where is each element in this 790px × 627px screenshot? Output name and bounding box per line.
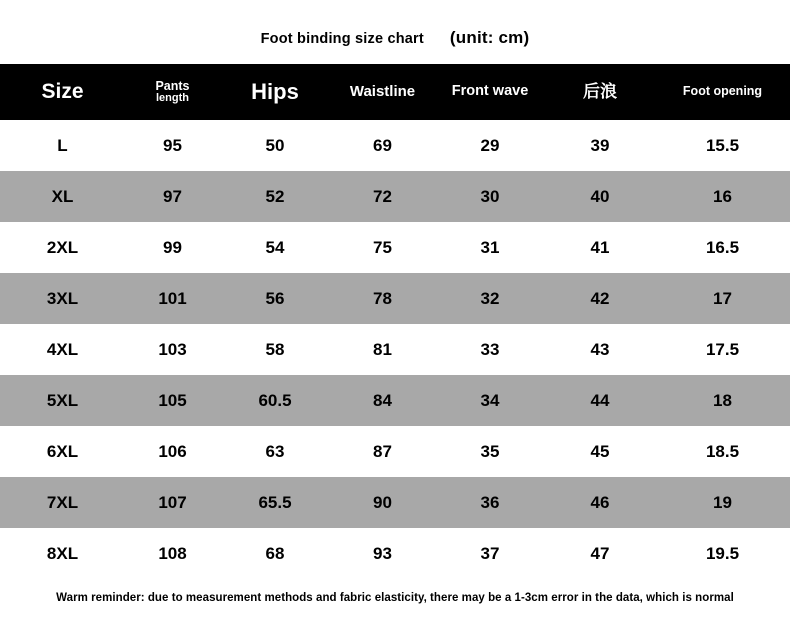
cell-waistline: 81 (373, 339, 392, 359)
table-row (0, 120, 790, 171)
cell-front-wave: 33 (480, 339, 500, 359)
cell-size: 3XL (46, 288, 79, 308)
cell-pants-length: 105 (158, 390, 187, 410)
cell-size: 5XL (46, 390, 79, 410)
cell-foot-opening: 16 (713, 186, 732, 206)
cell-foot-opening: 16.5 (705, 237, 740, 257)
cell-back-wave: 40 (590, 186, 610, 206)
table-row (0, 222, 790, 273)
cell-hips: 68 (265, 543, 285, 563)
cell-front-wave: 31 (480, 237, 500, 257)
cell-waistline: 72 (373, 186, 392, 206)
cell-hips: 54 (265, 237, 285, 257)
cell-size: 4XL (46, 339, 79, 359)
table-header (0, 64, 790, 120)
cell-back-wave: 39 (590, 135, 610, 155)
cell-size: 6XL (46, 441, 79, 461)
column-header-size: Size (41, 79, 84, 103)
column-header-hips: Hips (251, 79, 299, 105)
cell-hips: 52 (265, 186, 285, 206)
column-header-pants-length (125, 64, 220, 120)
cell-pants-length: 101 (158, 288, 187, 308)
cell-foot-opening: 19.5 (705, 543, 740, 563)
table-row (0, 528, 790, 579)
cell-front-wave: 35 (480, 441, 500, 461)
cell-pants-length: 95 (163, 135, 182, 155)
table-header-row (0, 64, 790, 120)
table-row (0, 426, 790, 477)
column-header-pants-length-sub: length (156, 91, 189, 104)
cell-foot-opening: 15.5 (705, 135, 740, 155)
cell-pants-length: 107 (158, 492, 187, 512)
cell-back-wave: 44 (590, 390, 610, 410)
page-title: Foot binding size chart (260, 31, 424, 47)
cell-foot-opening: 17 (713, 288, 732, 308)
column-header-foot-opening: Foot opening (682, 84, 763, 99)
chart-title-row (0, 28, 790, 48)
cell-size: L (57, 135, 68, 155)
cell-waistline: 69 (373, 135, 392, 155)
cell-front-wave: 29 (480, 135, 500, 155)
cell-pants-length: 108 (158, 543, 187, 563)
cell-front-wave: 36 (480, 492, 500, 512)
cell-back-wave: 45 (590, 441, 610, 461)
cell-foot-opening: 18 (713, 390, 732, 410)
cell-size: XL (51, 186, 74, 206)
column-header-waistline: Waistline (349, 83, 416, 101)
table-row (0, 324, 790, 375)
table-row (0, 171, 790, 222)
cell-waistline: 93 (373, 543, 392, 563)
cell-waistline: 90 (373, 492, 392, 512)
cell-pants-length: 99 (163, 237, 182, 257)
cell-hips: 65.5 (258, 492, 292, 512)
cell-front-wave: 30 (480, 186, 500, 206)
column-header-front-wave: Front wave (451, 83, 529, 100)
cell-hips: 50 (265, 135, 285, 155)
table-body (0, 120, 790, 579)
warm-reminder-note: Warm reminder: due to measurement methods and fabric elasticity, there may be a 1-3cm error in the data, which is normal (56, 592, 734, 604)
cell-waistline: 87 (373, 441, 392, 461)
cell-hips: 60.5 (258, 390, 292, 410)
cell-back-wave: 42 (590, 288, 610, 308)
cell-front-wave: 37 (480, 543, 500, 563)
cell-foot-opening: 17.5 (705, 339, 740, 359)
cell-back-wave: 47 (590, 543, 610, 563)
table-row (0, 477, 790, 528)
cell-hips: 58 (265, 339, 285, 359)
cell-front-wave: 32 (480, 288, 500, 308)
table-row (0, 375, 790, 426)
cell-hips: 63 (265, 441, 285, 461)
cell-back-wave: 43 (590, 339, 610, 359)
cell-back-wave: 46 (590, 492, 610, 512)
cell-foot-opening: 19 (713, 492, 732, 512)
size-chart-table (0, 64, 790, 579)
cell-pants-length: 97 (163, 186, 182, 206)
cell-waistline: 78 (373, 288, 392, 308)
cell-waistline: 84 (373, 390, 392, 410)
cell-size: 2XL (46, 237, 79, 257)
cell-pants-length: 103 (158, 339, 187, 359)
cell-foot-opening: 18.5 (705, 441, 740, 461)
cell-hips: 56 (265, 288, 285, 308)
cell-front-wave: 34 (480, 390, 500, 410)
cell-waistline: 75 (373, 237, 392, 257)
unit-label: (unit: cm) (449, 28, 530, 47)
column-header-pants-length-main: Pants (155, 78, 190, 93)
column-header-back-wave: 后浪 (583, 82, 617, 102)
cell-pants-length: 106 (158, 441, 187, 461)
table-row (0, 273, 790, 324)
cell-back-wave: 41 (590, 237, 610, 257)
cell-size: 8XL (46, 543, 79, 563)
cell-size: 7XL (46, 492, 79, 512)
